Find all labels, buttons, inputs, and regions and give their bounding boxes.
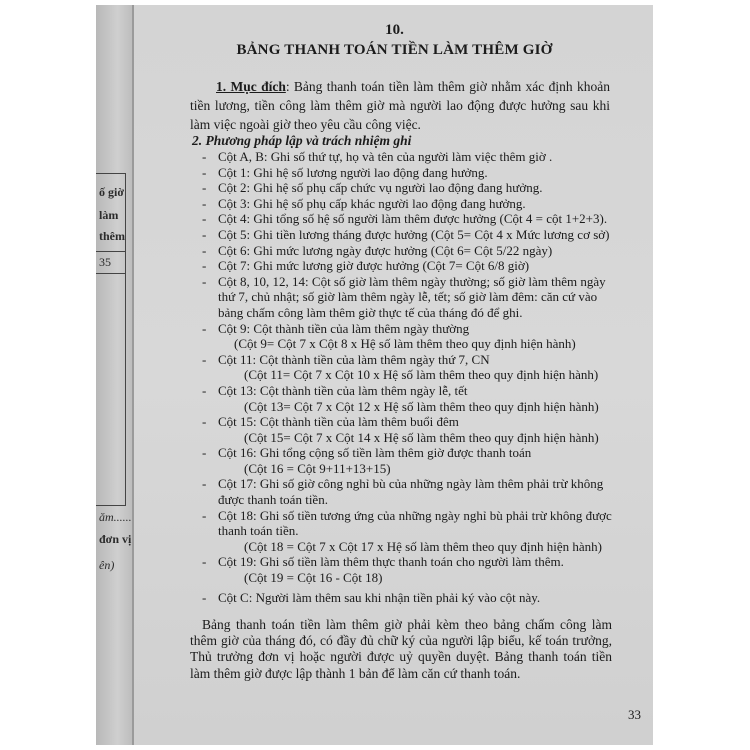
bullet-dash: -: [202, 180, 207, 196]
page-number: 33: [628, 707, 641, 722]
list-item-text: Cột 17: Ghi số giờ công nghỉ bù của những ngày làm thêm phải trừ không được thanh toán tiền.: [218, 476, 604, 508]
formula-line: (Cột 18 = Cột 7 x Cột 17 x Hệ số làm thêm theo quy định hiện hành): [244, 538, 602, 554]
edge-fragment: làm: [99, 208, 119, 222]
list-item: [202, 508, 612, 555]
bullet-dash: -: [202, 554, 207, 570]
edge-fragment: 35: [99, 255, 111, 269]
closing-paragraph: [190, 617, 612, 682]
list-item: [202, 383, 612, 414]
list-item-text: Cột 18: Ghi số tiền tương ứng của những ngày nghỉ bù phải trừ không được thanh toán tiền.: [218, 507, 612, 539]
bullet-dash: -: [202, 258, 207, 274]
bullet-dash: -: [202, 414, 207, 430]
list-item-text: Cột 6: Ghi mức lương ngày được hưởng (Cột 6= Cột 5/22 ngày): [218, 242, 553, 258]
list-item-text: Cột A, B: Ghi số thứ tự, họ và tên của người làm việc thêm giờ .: [218, 149, 553, 164]
list-item: [202, 414, 612, 445]
formula-line: (Cột 15= Cột 7 x Cột 14 x Hệ số làm thêm theo quy định hiện hành): [244, 429, 599, 445]
list-item-text: Cột 5: Ghi tiền lương tháng được hưởng (Cột 5= Cột 4 x Mức lương cơ sở): [218, 226, 610, 242]
edge-fragment: đơn vị: [99, 532, 132, 546]
list-item-text: Cột 4: Ghi tổng số hệ số người làm thêm được hưởng (Cột 4 = cột 1+2+3).: [218, 211, 608, 227]
purpose-heading: 1. Mục đích: [216, 79, 286, 94]
bullet-dash: -: [202, 211, 207, 227]
list-item-text: Cột 9: Cột thành tiền của làm thêm ngày thường: [218, 320, 470, 336]
bullet-dash: -: [202, 351, 207, 367]
method-list: [202, 149, 612, 605]
edge-fragment: thêm: [99, 229, 125, 243]
bullet-dash: -: [202, 507, 207, 523]
list-item: [202, 445, 612, 476]
list-item-text: Cột 15: Cột thành tiền của làm thêm buổi đêm: [218, 414, 459, 430]
list-item-text: Cột 1: Ghi hệ số lương người lao động đang hưởng.: [218, 164, 488, 180]
bullet-dash: -: [202, 149, 207, 164]
table-rule: [96, 273, 126, 274]
list-item-text: Cột 8, 10, 12, 14: Cột số giờ làm thêm ngày thường; số giờ làm thêm ngày thứ 7, chủ nhật; số giờ làm thêm ngày lễ, tết; số giờ làm đêm: căn cứ vào bảng chấm công làm thêm giờ thực tế của tháng đó để ghi.: [218, 273, 606, 320]
bullet-dash: -: [202, 273, 207, 289]
bullet-dash: -: [202, 320, 207, 336]
list-item-text: Cột 19: Ghi số tiền làm thêm thực thanh toán cho người làm thêm.: [218, 554, 564, 570]
list-item: [202, 196, 612, 212]
previous-page-edge: [96, 5, 132, 745]
table-rule: [125, 173, 126, 505]
bullet-dash: -: [202, 226, 207, 242]
method-heading: 2. Phương pháp lập và trách nhiệm ghi: [192, 133, 412, 148]
bullet-dash: -: [202, 476, 207, 492]
list-item-text: Cột 11: Cột thành tiền của làm thêm ngày thứ 7, CN: [218, 351, 490, 367]
formula-line: (Cột 9= Cột 7 x Cột 8 x Hệ số làm thêm theo quy định hiện hành): [234, 336, 576, 352]
table-rule: [96, 173, 126, 174]
list-item: [202, 321, 612, 352]
book-photo: [96, 5, 653, 745]
list-item: [202, 258, 612, 274]
edge-fragment: ố giờ: [99, 185, 124, 199]
list-item: [202, 554, 612, 585]
list-item: [202, 149, 612, 165]
list-item: [202, 165, 612, 181]
formula-line: (Cột 11= Cột 7 x Cột 10 x Hệ số làm thêm theo quy định hiện hành): [244, 367, 599, 383]
section-number: 10.: [385, 22, 404, 38]
list-item: [202, 227, 612, 243]
formula-line: (Cột 16 = Cột 9+11+13+15): [244, 460, 391, 476]
bullet-dash: -: [202, 382, 207, 398]
edge-fragment: ên): [99, 558, 115, 572]
table-rule: [96, 251, 126, 252]
bullet-dash: -: [202, 589, 207, 605]
edge-fragment: ăm......: [99, 510, 132, 524]
list-item: [202, 211, 612, 227]
bullet-dash: -: [202, 445, 207, 461]
document-page: [132, 5, 653, 745]
table-rule: [96, 505, 126, 506]
list-item-text: Cột 3: Ghi hệ số phụ cấp khác người lao động đang hưởng.: [218, 195, 526, 211]
page-title: BẢNG THANH TOÁN TIỀN LÀM THÊM GIỜ: [236, 42, 553, 58]
bullet-dash: -: [202, 164, 207, 180]
bullet-dash: -: [202, 195, 207, 211]
closing-text: Bảng thanh toán tiền làm thêm giờ phải kèm theo bảng chấm công làm thêm giờ của tháng đó, có đầy đủ chữ ký của người lập biểu, kế toán trưởng, Thủ trưởng đơn vị hoặc người được uỷ quyền duyệt. Bảng thanh toán tiền làm thêm giờ được lập thành 1 bản để làm căn cứ thanh toán.: [190, 617, 612, 681]
list-item: [202, 476, 612, 507]
list-item: [202, 180, 612, 196]
list-item-text: Cột C: Người làm thêm sau khi nhận tiền phải ký vào cột này.: [218, 589, 541, 605]
list-item-text: Cột 13: Cột thành tiền của làm thêm ngày lễ, tết: [218, 382, 468, 398]
list-item-text: Cột 2: Ghi hệ số phụ cấp chức vụ người lao động đang hưởng.: [218, 180, 543, 196]
list-item: [202, 243, 612, 259]
list-item-text: Cột 7: Ghi mức lương giờ được hưởng (Cột 7= Cột 6/8 giờ): [218, 258, 530, 274]
purpose-paragraph: [190, 77, 610, 134]
list-item-text: Cột 16: Ghi tổng cộng số tiền làm thêm giờ được thanh toán: [218, 445, 532, 461]
list-item: [202, 274, 612, 321]
list-item: [202, 590, 612, 606]
purpose-text: : Bảng thanh toán tiền làm thêm giờ nhằm xác định khoản tiền lương, tiền công làm thêm giờ mà người lao động được hưởng sau khi làm việc ngoài giờ theo yêu cầu công việc.: [190, 79, 610, 132]
bullet-dash: -: [202, 242, 207, 258]
formula-line: (Cột 19 = Cột 16 - Cột 18): [244, 570, 383, 586]
formula-line: (Cột 13= Cột 7 x Cột 12 x Hệ số làm thêm theo quy định hiện hành): [244, 398, 599, 414]
list-item: [202, 352, 612, 383]
